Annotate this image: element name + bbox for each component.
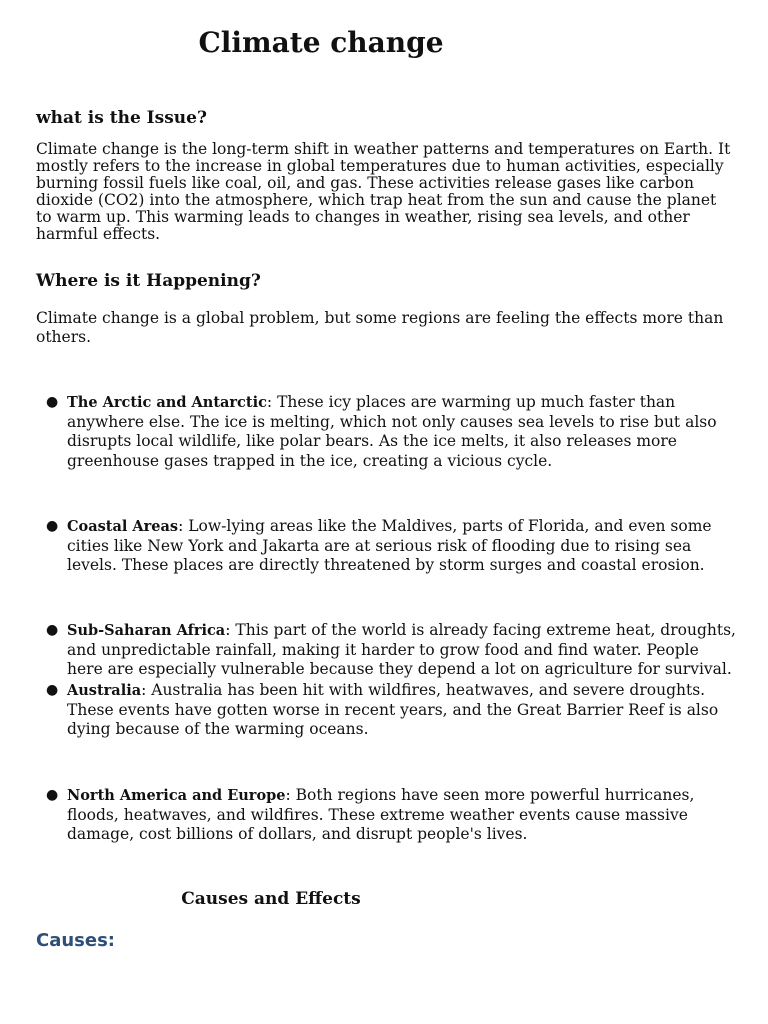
list-item-text [67, 621, 736, 680]
list-item [46, 621, 736, 680]
bullet-icon: ● [46, 622, 59, 638]
region-name: The Arctic and Antarctic [67, 394, 267, 411]
list-item [46, 393, 736, 471]
cut-off-text-line [36, 992, 736, 1006]
list-item [46, 786, 736, 845]
region-name: Australia [67, 682, 142, 699]
region-description: : This part of the world is already facing extreme heat, droughts, and unpredictable rainfall, making it harder to grow food and find water. People here are especially vulnerable because they depend a lot on agriculture for survival. [67, 621, 736, 678]
region-name: North America and Europe [67, 787, 286, 804]
bullet-icon: ● [46, 518, 59, 534]
page-title: Climate change [198, 26, 444, 59]
list-item-text [67, 786, 736, 845]
issue-heading: what is the Issue? [36, 108, 207, 128]
bullet-icon: ● [46, 787, 59, 803]
region-name: Coastal Areas [67, 518, 179, 535]
region-description: : Australia has been hit with wildfires, heatwaves, and severe droughts. These events have gotten worse in recent years, and the Great Barrier Reef is also dying because of the warming oceans. [67, 681, 719, 738]
bullet-icon: ● [46, 682, 59, 698]
bullet-icon: ● [46, 394, 59, 410]
where-heading: Where is it Happening? [36, 271, 261, 291]
issue-paragraph: Climate change is the long-term shift in weather patterns and temperatures on Earth. It mostly refers to the increase in global temperatures due to human activities, especially burning fossil fuels like coal, oil, and gas. These activities release gases like carbon dioxide (CO2) into the atmosphere, which trap heat from the sun and cause the planet to warm up. This warming leads to changes in weather, rising sea levels, and other harmful effects. [36, 140, 731, 243]
list-item [46, 681, 736, 740]
where-intro-paragraph: Climate change is a global problem, but some regions are feeling the effects more than others. [36, 309, 724, 346]
region-description: : Both regions have seen more powerful hurricanes, floods, heatwaves, and wildfires. These extreme weather events cause massive damage, cost billions of dollars, and disrupt people's lives. [67, 786, 695, 843]
list-item-text [67, 517, 736, 576]
causes-effects-heading: Causes and Effects [181, 889, 361, 909]
causes-heading: Causes: [36, 930, 116, 951]
list-item [46, 517, 736, 576]
list-item-text [67, 681, 736, 740]
region-description: : These icy places are warming up much faster than anywhere else. The ice is melting, which not only causes sea levels to rise but also disrupts local wildlife, like polar bears. As the ice melts, it also releases more greenhouse gases trapped in the ice, creating a vicious cycle. [67, 393, 717, 470]
list-item-text [67, 393, 736, 471]
region-description: : Low-lying areas like the Maldives, parts of Florida, and even some cities like New York and Jakarta are at serious risk of flooding due to rising sea levels. These places are directly threatened by storm surges and coastal erosion. [67, 517, 712, 574]
region-name: Sub-Saharan Africa [67, 622, 226, 639]
